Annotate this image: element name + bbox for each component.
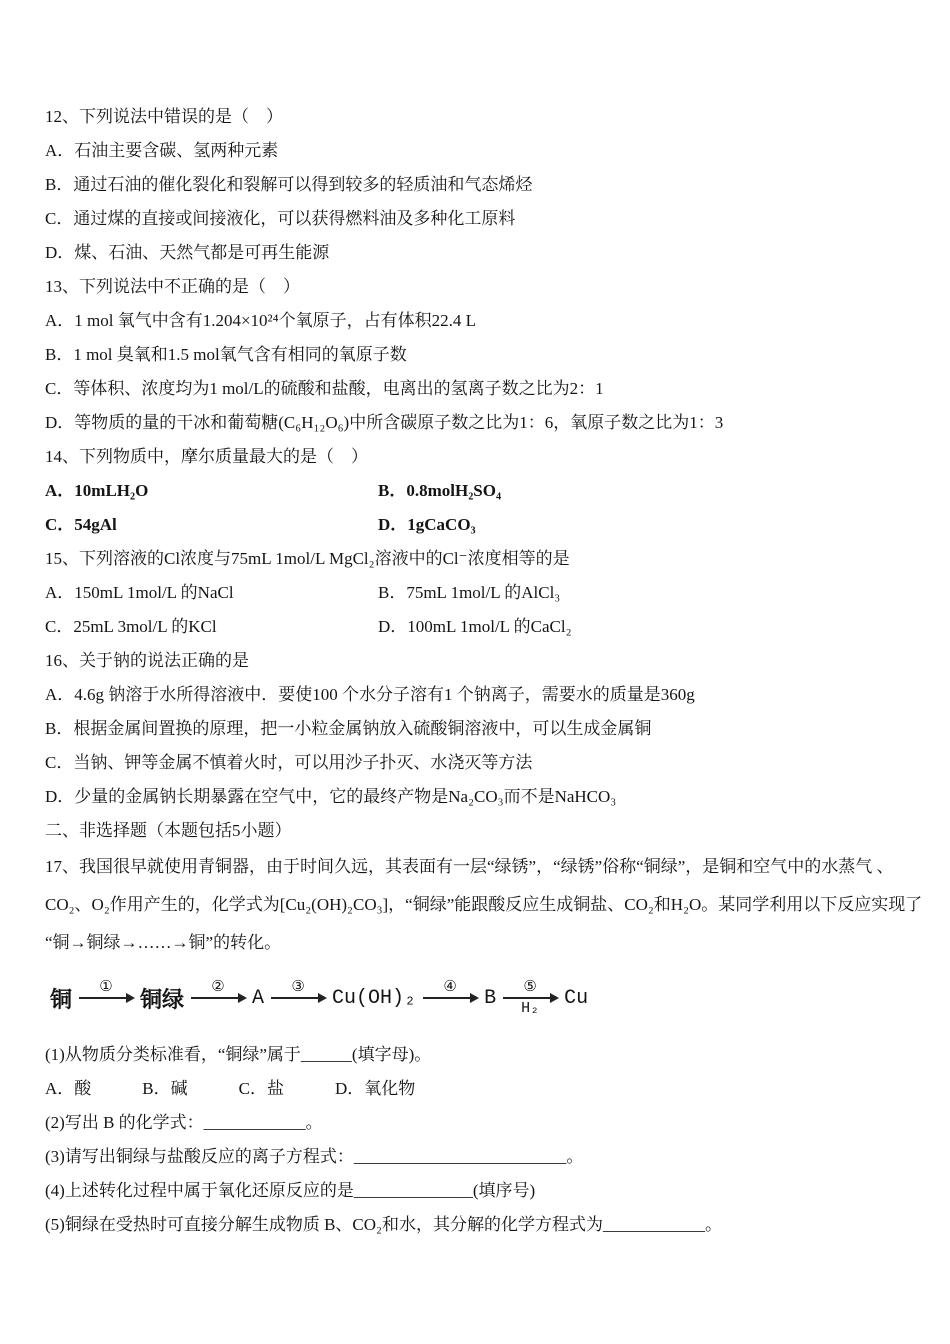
question-17-part-5: (5)铜绿在受热时可直接分解生成物质 B、CO₂和水，其分解的化学方程式为____________。	[45, 1215, 722, 1234]
arrow-shaft	[191, 997, 245, 999]
diagram-node-a: A	[252, 986, 265, 1010]
step-2-label: ②	[211, 979, 225, 995]
question-15-stem: 15、下列溶液的Cl浓度与75mL 1mol/L MgCl₂溶液中的Cl⁻浓度相等的是	[45, 549, 570, 568]
diagram-node-copper-hydroxide: Cu(OH)₂	[332, 986, 417, 1010]
question-17-paragraph-line-2: CO₂、O₂作用产生的，化学式为[Cu₂(OH)₂CO₃]，“铜绿”能跟酸反应生成铜盐、CO₂和H₂O。某同学利用以下反应实现了	[45, 895, 923, 914]
arrow-shaft	[79, 997, 133, 999]
question-17-part-4: (4)上述转化过程中属于氧化还原反应的是______________(填序号)	[45, 1181, 536, 1200]
question-15-option-a: A．150mL 1mol/L 的NaCl	[45, 583, 234, 602]
question-17-paragraph-line-1: 17、我国很早就使用青铜器，由于时间久远，其表面有一层“绿锈”，“绿锈”俗称“铜绿”，是铜和空气中的水蒸气 、	[45, 857, 894, 876]
question-17	[45, 848, 923, 1242]
question-14-stem: 14、下列物质中，摩尔质量最大的是（ ）	[45, 447, 368, 466]
step-3-label: ③	[291, 979, 305, 995]
question-16-option-b: B．根据金属间置换的原理，把一小粒金属钠放入硫酸铜溶液中，可以生成金属铜	[45, 719, 652, 738]
question-14-option-d: D．1gCaCO₃	[378, 515, 476, 534]
question-13-stem: 13、下列说法中不正确的是（ ）	[45, 277, 300, 296]
conversion-diagram	[47, 978, 908, 1018]
question-15-options	[45, 576, 908, 644]
question-15-option-b: B．75mL 1mol/L 的AlCl₃	[378, 583, 561, 602]
diagram-node-copper: 铜	[50, 986, 73, 1012]
question-12-option-a: A．石油主要含碳、氢两种元素	[45, 141, 279, 160]
question-14-option-b: B．0.8molH₂SO₄	[378, 481, 502, 500]
question-17-paragraph-line-3: “铜→铜绿→……→铜”的转化。	[45, 933, 282, 952]
section-2-header: 二、非选择题（本题包括5小题）	[45, 821, 292, 840]
question-17-part-1-choices: A．酸 B．碱 C．盐 D．氧化物	[45, 1079, 416, 1098]
diagram-arrow-step-2	[191, 978, 245, 1018]
diagram-node-cu: Cu	[564, 986, 589, 1010]
diagram-node-patina: 铜绿	[140, 986, 185, 1012]
question-14-option-a: A．10mLH₂O	[45, 481, 149, 500]
question-17-part-1: (1)从物质分类标准看，“铜绿”属于______(填字母)。	[45, 1045, 432, 1064]
diagram-arrow-step-4	[423, 978, 477, 1018]
diagram-node-b: B	[484, 986, 497, 1010]
question-12	[45, 100, 908, 270]
question-15-option-d: D．100mL 1mol/L 的CaCl₂	[378, 617, 572, 636]
arrow-shaft	[271, 997, 325, 999]
question-15-option-c: C．25mL 3mol/L 的KCl	[45, 617, 217, 636]
step-5-label: ⑤	[523, 979, 537, 995]
diagram-arrow-step-5	[503, 978, 557, 1018]
question-16-option-d: D．少量的金属钠长期暴露在空气中，它的最终产物是Na₂CO₃而不是NaHCO₃	[45, 787, 617, 806]
question-17-part-2: (2)写出 B 的化学式：____________。	[45, 1113, 323, 1132]
question-14-option-c: C．54gAl	[45, 515, 117, 534]
question-12-stem: 12、下列说法中错误的是（ ）	[45, 107, 283, 126]
question-12-option-d: D．煤、石油、天然气都是可再生能源	[45, 243, 330, 262]
step-4-label: ④	[443, 979, 457, 995]
step-5-sub-label-h2: H₂	[521, 1000, 540, 1017]
step-1-label: ①	[99, 979, 113, 995]
question-13-option-d: D．等物质的量的干冰和葡萄糖(C₆H₁₂O₆)中所含碳原子数之比为1：6，氧原子数之比为1：3	[45, 413, 724, 432]
diagram-arrow-step-3	[271, 978, 325, 1018]
question-17-part-3: (3)请写出铜绿与盐酸反应的离子方程式：_________________________。	[45, 1147, 584, 1166]
question-14-options	[45, 474, 908, 542]
question-16-option-c: C．当钠、钾等金属不慎着火时，可以用沙子扑灭、水浇灭等方法	[45, 753, 533, 772]
question-15	[45, 542, 908, 644]
diagram-arrow-step-1	[79, 978, 133, 1018]
question-16-option-a: A．4.6g 钠溶于水所得溶液中．要使100 个水分子溶有1 个钠离子，需要水的质量是360g	[45, 685, 695, 704]
arrow-shaft	[423, 997, 477, 999]
question-13	[45, 270, 908, 440]
question-13-option-b: B．1 mol 臭氧和1.5 mol氧气含有相同的氧原子数	[45, 345, 407, 364]
question-16-stem: 16、关于钠的说法正确的是	[45, 651, 249, 670]
question-14	[45, 440, 908, 542]
question-16	[45, 644, 908, 814]
question-13-option-a: A．1 mol 氧气中含有1.204×10²⁴个氧原子，占有体积22.4 L	[45, 311, 476, 330]
question-12-option-c: C．通过煤的直接或间接液化，可以获得燃料油及多种化工原料	[45, 209, 516, 228]
question-12-option-b: B．通过石油的催化裂化和裂解可以得到较多的轻质油和气态烯烃	[45, 175, 533, 194]
arrow-shaft	[503, 997, 557, 999]
question-13-option-c: C．等体积、浓度均为1 mol/L的硫酸和盐酸，电离出的氢离子数之比为2：1	[45, 379, 604, 398]
